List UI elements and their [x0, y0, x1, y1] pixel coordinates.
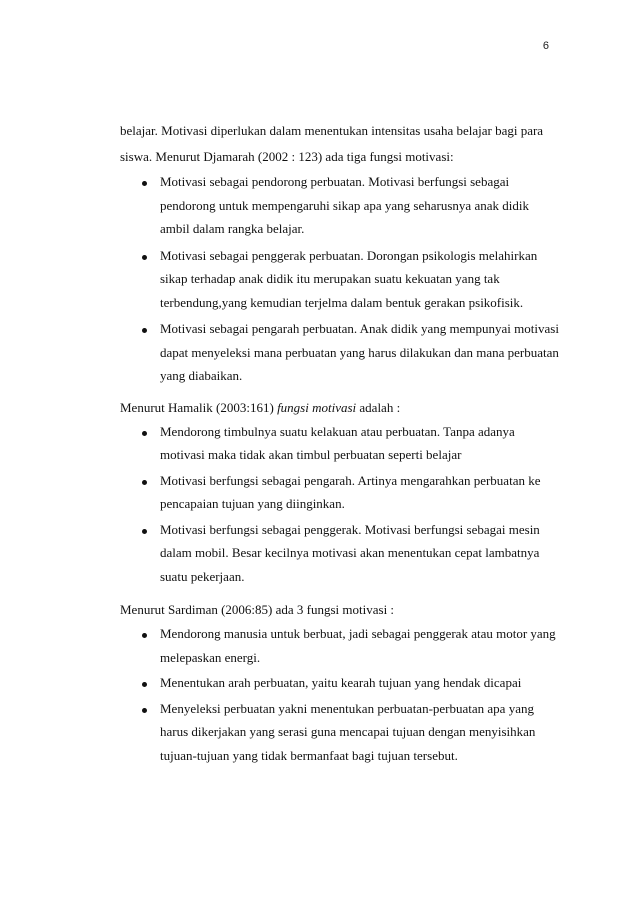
- list-item-text: Motivasi sebagai pengarah perbuatan. Anak didik yang mempunyai motivasi dapat menyeleksi mana perbuatan yang harus dilakukan dan mana perbuatan yang diabaikan.: [160, 321, 559, 383]
- list-item: [120, 420, 560, 467]
- list-item: [120, 170, 560, 241]
- list-item: [120, 697, 560, 768]
- hamalik-prefix: Menurut Hamalik (2003:161): [120, 399, 278, 415]
- page-number: 6: [542, 40, 549, 52]
- bullet-icon: [142, 181, 147, 186]
- list-item: [120, 671, 560, 695]
- list-item-text: Motivasi sebagai pendorong perbuatan. Motivasi berfungsi sebagai pendorong untuk mempengaruhi sikap apa yang seharusnya anak didik ambil dalam rangka belajar.: [160, 174, 529, 236]
- hamalik-suffix: adalah :: [356, 399, 401, 415]
- bullet-icon: [142, 328, 147, 333]
- bullet-icon: [142, 633, 147, 638]
- list-item: [120, 469, 560, 516]
- list-item-text: Mendorong timbulnya suatu kelakuan atau perbuatan. Tanpa adanya motivasi maka tidak akan timbul perbuatan seperti belajar: [160, 423, 515, 462]
- list-item-text: Motivasi sebagai penggerak perbuatan. Dorongan psikologis melahirkan sikap terhadap anak didik itu merupakan suatu kekuatan yang tak terbendung,yang kemudian terjelma dalam bentuk gerakan psikofisik.: [160, 247, 538, 310]
- bullet-icon: [142, 480, 147, 485]
- bullet-icon: [142, 255, 147, 260]
- list-item: [120, 622, 560, 669]
- list-item: [120, 317, 560, 388]
- hamalik-paragraph: [120, 396, 560, 420]
- list-item-text: Motivasi berfungsi sebagai penggerak. Motivasi berfungsi sebagai mesin dalam mobil. Besar kecilnya motivasi akan menentukan cepat lambatnya suatu pekerjaan.: [160, 521, 540, 584]
- list-item-text: Motivasi berfungsi sebagai pengarah. Artinya mengarahkan perbuatan ke pencapaian tujuan yang diinginkan.: [160, 472, 541, 511]
- sardiman-paragraph: Menurut Sardiman (2006:85) ada 3 fungsi motivasi :: [120, 602, 395, 617]
- list-item: [120, 244, 560, 315]
- intro-line-1: belajar. Motivasi diperlukan dalam menentukan intensitas usaha belajar bagi para: [120, 123, 544, 138]
- bullet-icon: [142, 708, 147, 713]
- list-item-text: Menentukan arah perbuatan, yaitu kearah tujuan yang hendak dicapai: [160, 675, 522, 690]
- hamalik-function-list: [120, 420, 560, 589]
- bullet-icon: [142, 682, 147, 687]
- bullet-icon: [142, 431, 147, 436]
- intro-line-2: siswa. Menurut Djamarah (2002 : 123) ada tiga fungsi motivasi:: [120, 149, 454, 164]
- bullet-icon: [142, 529, 147, 534]
- list-item: [120, 518, 560, 589]
- hamalik-emphasis: fungsi motivasi: [277, 399, 357, 415]
- djamarah-function-list: [120, 170, 560, 388]
- sardiman-function-list: [120, 622, 560, 767]
- page-body: [120, 117, 560, 769]
- list-item-text: Menyeleksi perbuatan yakni menentukan perbuatan-perbuatan apa yang harus dikerjakan yang serasi guna mencapai tujuan dengan menyisihkan tujuan-tujuan yang tidak bermanfaat bagi tujuan tersebut.: [160, 700, 536, 763]
- intro-paragraph: [120, 117, 560, 170]
- list-item-text: Mendorong manusia untuk berbuat, jadi sebagai penggerak atau motor yang melepaskan energi.: [160, 626, 556, 665]
